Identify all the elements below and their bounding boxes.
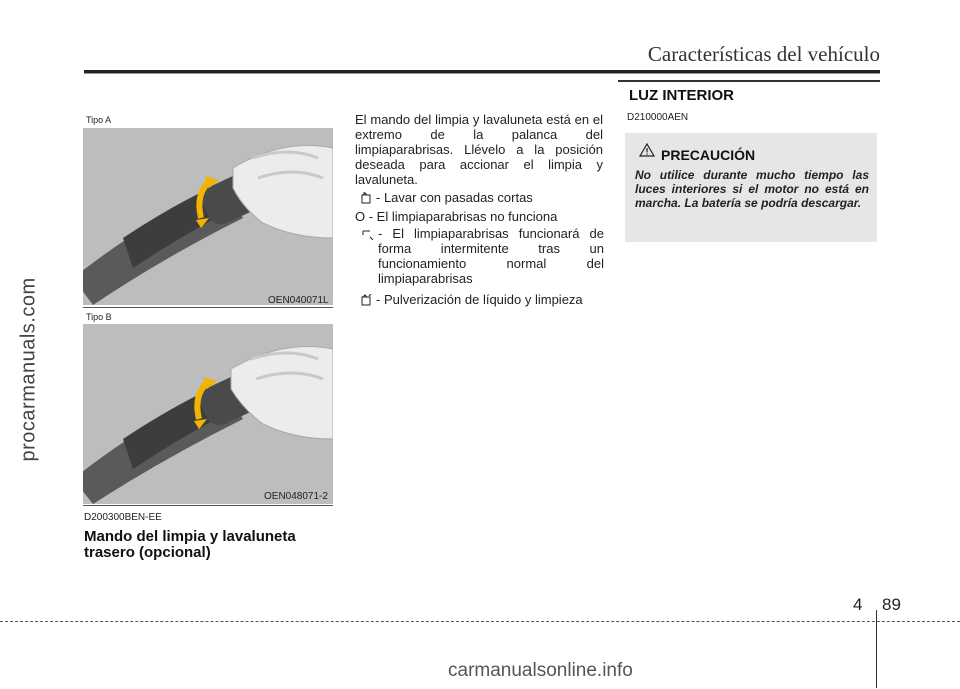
caution-text: No utilice durante mucho tiempo las luces interiores si el motor no está en marcha. La batería se podría descargar.	[635, 168, 869, 210]
figure-b-code: OEN048071-2	[264, 491, 328, 502]
figure-a-label: Tipo A	[86, 115, 112, 125]
item-intermittent: - El limpiaparabrisas funcionará de forma intermitente tras un funcionamiento normal del limpiaparabrisas	[378, 226, 604, 286]
page-number: 89	[882, 595, 901, 614]
figure-a-rule	[83, 307, 333, 308]
wash-short-icon	[360, 192, 372, 204]
chapter-number: 4	[853, 595, 863, 614]
item-spray-text: - Pulverización de líquido y limpieza	[376, 292, 583, 307]
footer-rule	[0, 621, 960, 622]
figure-b-label: Tipo B	[86, 312, 112, 322]
section-code: D200300BEN-EE	[84, 512, 162, 523]
caution-box	[625, 133, 877, 242]
interior-light-code: D210000AEN	[627, 112, 689, 123]
section-top-bar	[618, 80, 880, 82]
figure-b-rule	[83, 505, 333, 506]
wash-spray-icon	[360, 294, 372, 306]
figure-b-image	[83, 324, 333, 504]
item-off: O - El limpiaparabrisas no funciona	[355, 209, 558, 224]
wiper-lever-a-illustration	[83, 128, 333, 305]
section-heading-line1: Mando del limpia y lavaluneta	[84, 528, 296, 545]
header-title: Características del vehículo	[647, 42, 880, 66]
figure-a-image	[83, 128, 333, 305]
intro-paragraph: El mando del limpia y lavaluneta está en el extremo de la palanca del limpiaparabrisas. Llévelo a la posición deseada para accionar el limpia y lavaluneta.	[355, 112, 603, 187]
interior-light-title: LUZ INTERIOR	[629, 87, 734, 104]
item-spray	[360, 292, 605, 307]
figure-a-code: OEN040071L	[268, 295, 329, 306]
page-number-separator	[876, 610, 877, 688]
side-watermark: procarmanuals.com	[17, 277, 40, 462]
wiper-lever-b-illustration	[83, 324, 333, 504]
caution-title: PRECAUCIÓN	[661, 147, 756, 163]
warning-triangle-icon	[639, 143, 655, 157]
item-short-wash-text: - Lavar con pasadas cortas	[376, 190, 533, 205]
section-heading-line2: trasero (opcional)	[84, 544, 211, 561]
bottom-watermark: carmanualsonline.info	[448, 660, 633, 681]
intermittent-wiper-icon	[362, 228, 374, 240]
header-rule-thin	[84, 73, 880, 74]
item-short-wash	[360, 190, 605, 205]
